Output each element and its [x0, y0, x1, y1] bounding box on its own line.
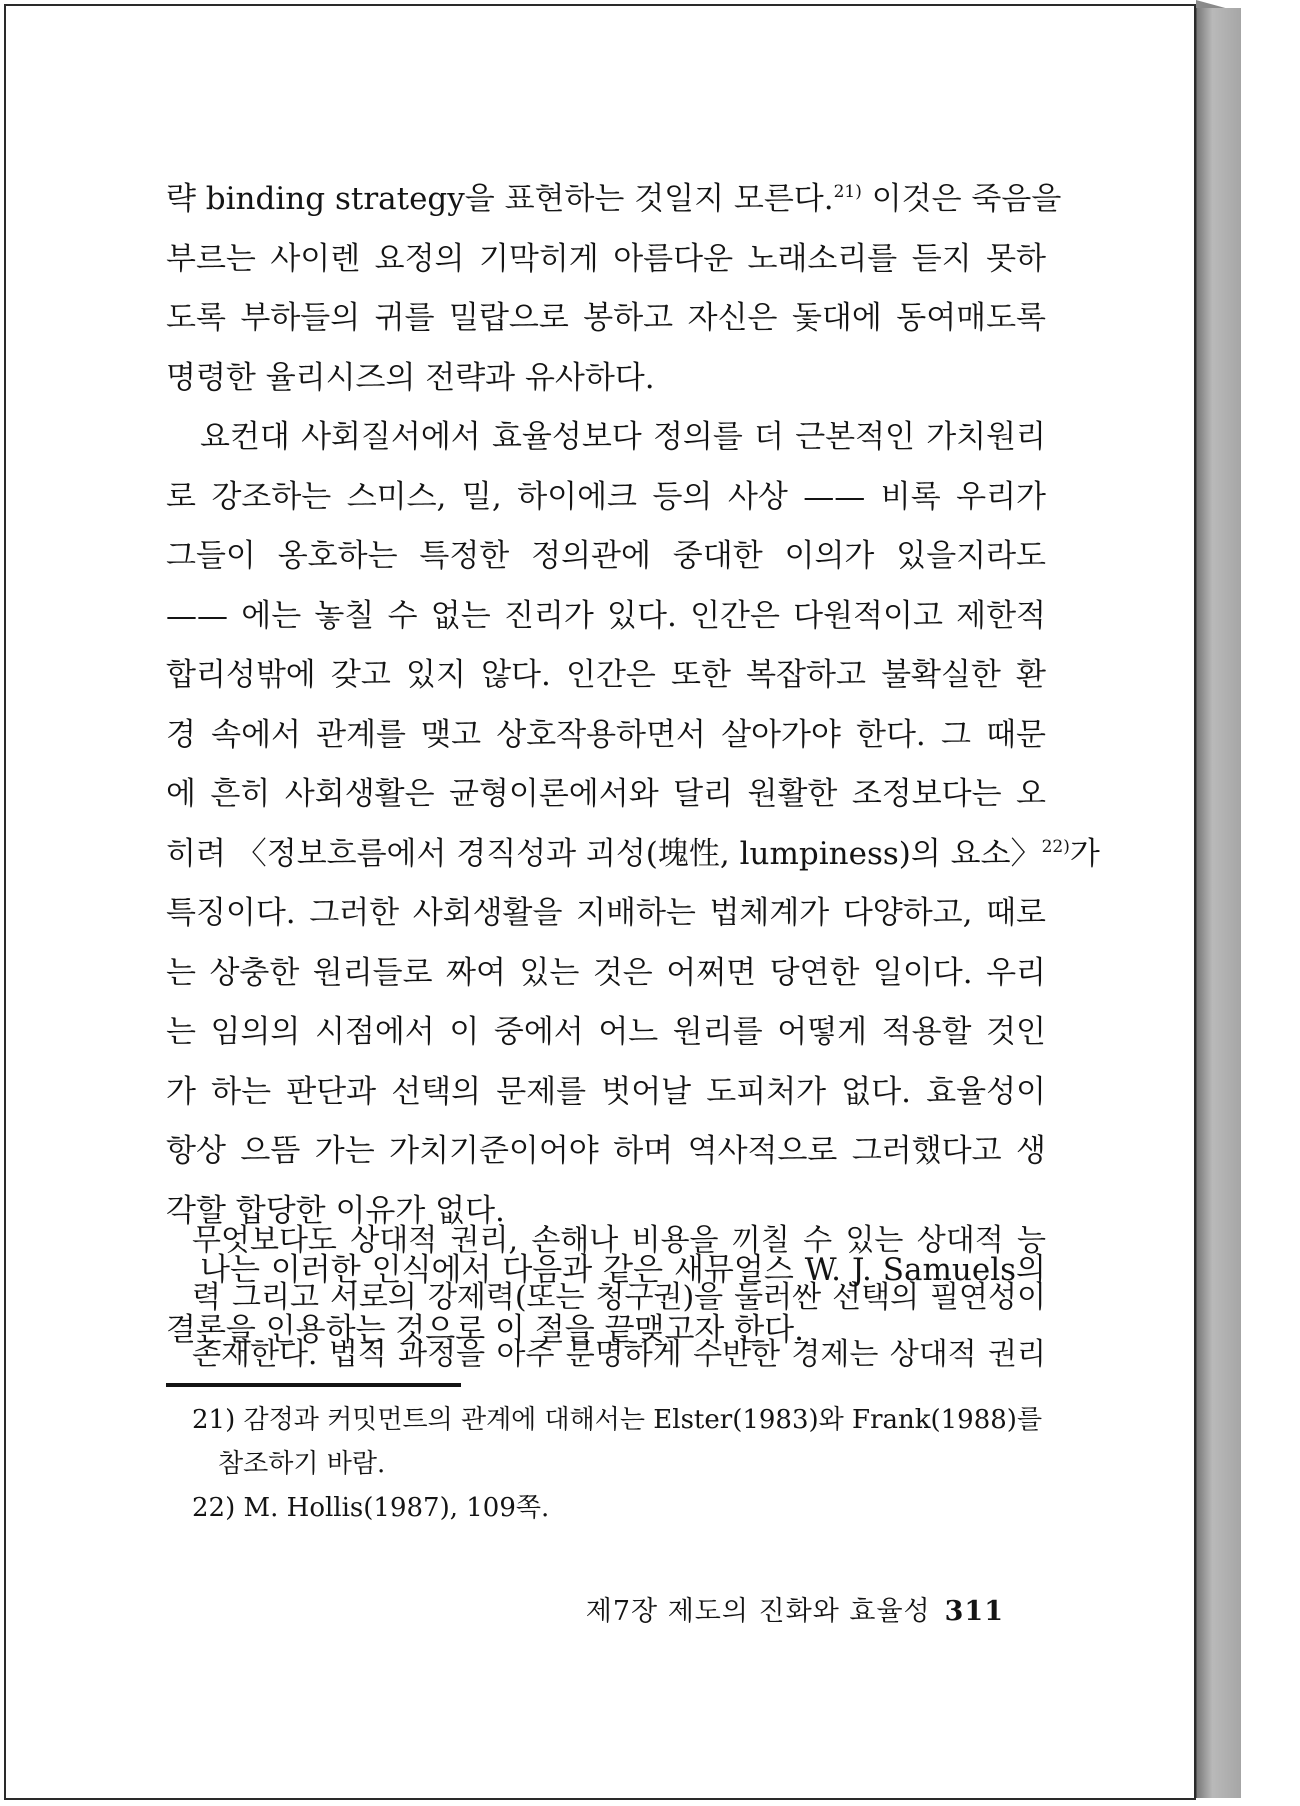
text-line: 항상 으뜸 가는 가치기준이어야 하며 역사적으로 그러했다고 생 [166, 1133, 1046, 1169]
book-page-stack-edge [1196, 8, 1241, 1798]
chapter-title: 제7장 제도의 진화와 효율성 [585, 1596, 931, 1627]
quote-line: 존재한다. 법적 과정을 아주 분명하게 수반한 경제는 상대적 권리 [192, 1337, 1046, 1372]
text-line: 부르는 사이렌 요정의 기막히게 아름다운 노래소리를 듣지 못하 [166, 240, 1046, 277]
text-line: 합리성밖에 갖고 있지 않다. 인간은 또한 복잡하고 불확실한 환 [166, 657, 1046, 693]
footnote-ref-21: 21) [833, 182, 862, 202]
text-line: 결론을 인용하는 것으로 이 절을 끝맺고자 한다. [166, 1311, 804, 1348]
text-line: 히려 〈정보흐름에서 경직성과 괴성(塊性, lumpiness)의 요소〉$^{22)}$가 [166, 835, 1100, 872]
footnote-21-continuation: 참조하기 바람. [218, 1449, 386, 1479]
quote-line: 력 그리고 서로의 강제력(또는 청구권)을 둘러싼 선택의 필연성이 [192, 1280, 1046, 1315]
text-line: 로 강조하는 스미스, 밀, 하이에크 등의 사상 —— 비록 우리가 [166, 478, 1046, 515]
text-line: 경 속에서 관계를 맺고 상호작용하면서 살아가야 한다. 그 때문 [166, 716, 1046, 753]
text-line: 가 하는 판단과 선택의 문제를 벗어날 도피처가 없다. 효율성이 [166, 1073, 1046, 1110]
footnote-22: 22) M. Hollis(1987), 109쪽. [192, 1493, 550, 1523]
text-line: —— 에는 놓칠 수 없는 진리가 있다. 인간은 다원적이고 제한적 [166, 597, 1046, 634]
text-line: 명령한 율리시즈의 전략과 유사하다. [166, 359, 655, 396]
footnote-ref-22: 22) [1041, 836, 1070, 857]
block-quote [192, 1212, 1046, 1383]
text-line: 특징이다. 그러한 사회생활을 지배하는 법체계가 다양하고, 때로 [166, 895, 1046, 931]
footnotes [192, 1398, 1062, 1530]
page [4, 4, 1196, 1800]
footnote-separator [166, 1383, 461, 1387]
text-line: 그들이 옹호하는 특정한 정의관에 중대한 이의가 있을지라도 [166, 538, 1046, 574]
running-footer [586, 1589, 1004, 1628]
text-line: 각할 합당한 이유가 없다. [166, 1192, 505, 1229]
quote-line: 무엇보다도 상대적 권리, 손해나 비용을 끼칠 수 있는 상대적 능 [192, 1223, 1046, 1258]
page-number: 311 [944, 1596, 1004, 1627]
text-line: 는 상충한 원리들로 짜여 있는 것은 어쩌면 당연한 일이다. 우리 [166, 954, 1046, 991]
text-line: 는 임의의 시점에서 이 중에서 어느 원리를 어떻게 적용할 것인 [166, 1014, 1046, 1050]
footnote-21: 21) 감정과 커밋먼트의 관계에 대해서는 Elster(1983)와 Frank(1988)를 [192, 1405, 1043, 1435]
text-line: 요컨대 사회질서에서 효율성보다 정의를 더 근본적인 가치원리 [200, 419, 1046, 455]
text-line: 도록 부하들의 귀를 밀랍으로 봉하고 자신은 돛대에 동여매도록 [166, 300, 1046, 336]
main-text [166, 170, 1100, 1360]
text-line: 에 흔히 사회생활은 균형이론에서와 달리 원활한 조정보다는 오 [166, 776, 1046, 812]
text-line: 나는 이러한 인식에서 다음과 같은 새뮤얼스 W. J. Samuels의 [200, 1252, 1046, 1288]
text-line: 략 binding strategy을 표현하는 것일지 모른다.$^{21)}$ 이것은 죽음을 [166, 181, 1062, 217]
